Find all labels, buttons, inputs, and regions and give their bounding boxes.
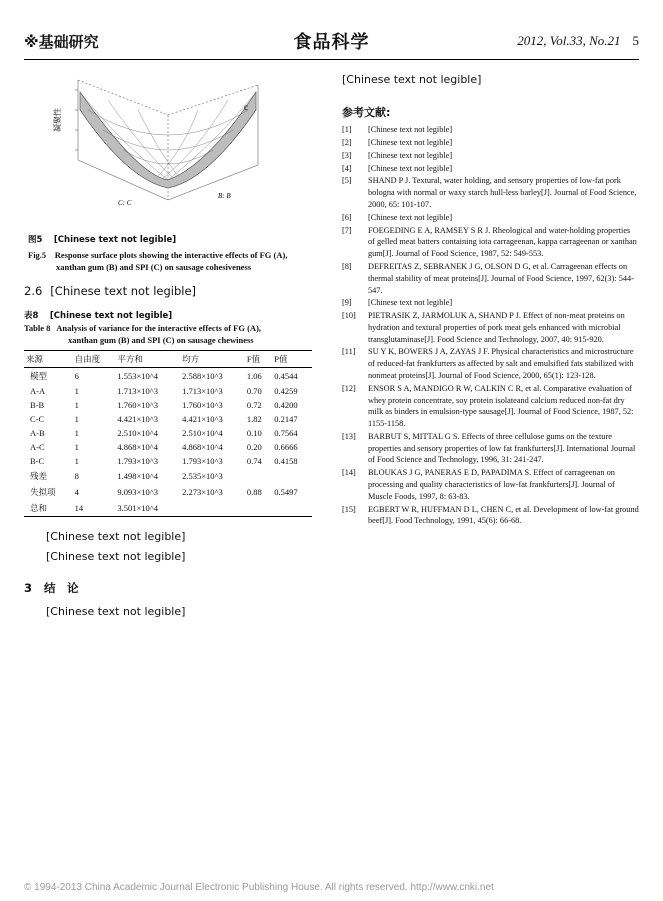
reference-number: [8] bbox=[342, 261, 352, 271]
table-cell: 0.70 bbox=[246, 386, 262, 396]
reference-item bbox=[342, 124, 639, 136]
response-surface-plot bbox=[48, 70, 278, 220]
table-header-cell: 来源 bbox=[24, 351, 73, 368]
table-cell: 1.793×10^3 bbox=[117, 456, 159, 466]
table-cell: 0.74 bbox=[246, 456, 262, 466]
table-cell: 8 bbox=[74, 471, 79, 481]
c-axis-label: C: C bbox=[118, 199, 132, 207]
reference-number: [3] bbox=[342, 150, 352, 160]
reference-item bbox=[342, 467, 639, 502]
reference-text: PIETRASIK Z, JARMOLUK A, SHAND P J. Effect of non-meat proteins on hydration and textural properties of pork meat gels enhanced with microbial transglutaminase[J]. Food Science and Technology, 2007, 40: 915-920. bbox=[368, 311, 625, 344]
table-cell: 0.4259 bbox=[274, 386, 298, 396]
reference-text: EGBERT W R, HUFFMAN D L, CHEN C, et al. Development of low-fat ground beef[J]. Food Technology, 1991, 45(6): 66-68. bbox=[368, 504, 639, 526]
anova-table bbox=[24, 350, 312, 517]
left-column bbox=[24, 70, 312, 871]
table-cell: 1.713×10^3 bbox=[182, 386, 223, 396]
table-cell: 1 bbox=[74, 456, 79, 466]
references-title: 参考文献: bbox=[342, 106, 391, 120]
table-caption-cn: 表8 [Chinese text not legible] bbox=[24, 311, 173, 322]
paragraph: [Chinese text not legible] bbox=[46, 604, 186, 618]
reference-text: [Chinese text not legible] bbox=[368, 138, 453, 148]
table-cell: B-B bbox=[30, 400, 45, 410]
reference-number: [10] bbox=[342, 311, 356, 321]
page-header bbox=[24, 28, 639, 60]
reference-item bbox=[342, 225, 639, 260]
table-cell: 4.421×10^3 bbox=[182, 414, 223, 424]
table-row bbox=[24, 500, 312, 517]
table-row bbox=[24, 426, 312, 440]
table-cell: 4.868×10^4 bbox=[117, 442, 159, 452]
table-cell: A-C bbox=[30, 442, 45, 452]
reference-number: [7] bbox=[342, 225, 352, 235]
table-row bbox=[24, 454, 312, 468]
table-cell: 14 bbox=[73, 500, 116, 517]
reference-number: [15] bbox=[342, 504, 356, 514]
table-cell: 0.7564 bbox=[274, 428, 298, 438]
table-cell: 总和 bbox=[24, 500, 73, 517]
table-cell: 4 bbox=[74, 487, 79, 497]
table-cell: 4.868×10^4 bbox=[182, 442, 223, 452]
table-cell bbox=[272, 500, 312, 517]
reference-text: [Chinese text not legible] bbox=[368, 150, 453, 160]
journal-title: 食品科学 bbox=[293, 32, 370, 53]
table-cell: 4.421×10^3 bbox=[117, 414, 159, 424]
reference-text: [Chinese text not legible] bbox=[368, 163, 453, 173]
paragraph: [Chinese text not legible] bbox=[342, 73, 482, 86]
table-cell: 9.093×10^3 bbox=[117, 487, 159, 497]
reference-number: [4] bbox=[342, 163, 352, 173]
reference-item bbox=[342, 137, 639, 149]
right-column bbox=[342, 70, 639, 871]
right-body-text bbox=[342, 70, 639, 90]
reference-text: DEFREITAS Z, SEBRANEK J G, OLSON D G, et al. Carrageenan effects on thermal stability of meat proteins[J]. Journal of Food Science, 1997, 62(3): 544-547. bbox=[368, 261, 634, 295]
reference-item bbox=[342, 163, 639, 175]
table-header-cell: P值 bbox=[272, 351, 312, 368]
table-row bbox=[24, 484, 312, 500]
page-number: 5 bbox=[632, 33, 639, 48]
table-cell: 1.713×10^3 bbox=[117, 386, 159, 396]
b-axis-label: B: B bbox=[218, 192, 231, 200]
table-row bbox=[24, 368, 312, 385]
references-list bbox=[342, 124, 639, 527]
reference-text: BARBUT S, MITTAL G S. Effects of three cellulose gums on the texture properties and sensory properties of low fat frankfurters[J]. International Journal of Food Science and Technology, 1996, 31: 241-247. bbox=[368, 431, 636, 465]
reference-number: [11] bbox=[342, 347, 356, 357]
table-cell: 残差 bbox=[30, 471, 48, 481]
table-cell: 2.273×10^3 bbox=[182, 487, 223, 497]
reference-item bbox=[342, 297, 639, 309]
table-cell: 1 bbox=[74, 400, 79, 410]
reference-number: [9] bbox=[342, 298, 352, 308]
table-row bbox=[24, 398, 312, 412]
table-cell: 1.82 bbox=[246, 414, 262, 424]
reference-text: [Chinese text not legible] bbox=[368, 125, 453, 135]
reference-item bbox=[342, 175, 639, 210]
reference-text: [Chinese text not legible] bbox=[368, 212, 453, 222]
reference-item bbox=[342, 504, 639, 528]
table-cell: A-B bbox=[30, 428, 45, 438]
table-cell: 模型 bbox=[30, 371, 48, 381]
z-axis-label: 凝聚性 bbox=[53, 108, 62, 132]
table-cell: 0.88 bbox=[246, 487, 262, 497]
figure-caption-en: Fig.5 Response surface plots showing the interactive effects of FG (A), xanthan gum (B) and SPI (C) on sausage cohesiveness bbox=[28, 250, 288, 272]
reference-text: FOEGEDING E A, RAMSEY S R J. Rheological and water-holding properties of gelled meat batters containing iota carrageenan, kappa carrageenan or xanthan gum[J]. Journal of Food Science, 1987, 52: 549-553. bbox=[368, 225, 637, 259]
reference-text: SHAND P J. Textural, water holding, and sensory properties of low-fat pork bologna with normal or waxy starch hull-less barley[J]. Journal of Food Science, 2000, 65: 101-107. bbox=[368, 176, 637, 210]
reference-text: BLOUKAS J G, PANERAS E D, PAPADIMA S. Effect of carrageenan on processing and quality characteristics of low-fat frankfurters[J]. Journal of Muscle Foods, 1997, 8: 63-83. bbox=[368, 468, 615, 501]
table-cell: 1.793×10^3 bbox=[182, 456, 223, 466]
reference-number: [6] bbox=[342, 212, 352, 222]
figure-5 bbox=[24, 70, 312, 230]
section-3-heading: 3 结 论 bbox=[24, 580, 79, 595]
left-body-text bbox=[24, 527, 312, 568]
table-cell: 1.760×10^3 bbox=[117, 400, 159, 410]
table-cell: 1.498×10^4 bbox=[117, 471, 159, 481]
table-cell bbox=[245, 500, 272, 517]
table-cell: 0.72 bbox=[246, 400, 262, 410]
table-cell: 0.5497 bbox=[274, 487, 298, 497]
table-cell: 0.6666 bbox=[274, 442, 298, 452]
reference-number: [1] bbox=[342, 125, 352, 135]
table-cell: 1 bbox=[74, 386, 79, 396]
conclusion-text bbox=[24, 602, 312, 622]
reference-number: [5] bbox=[342, 176, 352, 186]
table-cell: 1 bbox=[74, 428, 79, 438]
reference-item bbox=[342, 346, 639, 381]
reference-text: ENSOR S A, MANDIGO R W, CALKIN C R, et al. Comparative evaluation of whey protein concentrate, soy protein isolateand calcium reduced non-fat dry milk as binders in emulsion-type sausage[J]. Journal of Food Science, 1987, 52: 1155-1158. bbox=[368, 383, 634, 429]
reference-item bbox=[342, 383, 639, 430]
table-cell: 0.4200 bbox=[274, 400, 298, 410]
reference-item bbox=[342, 212, 639, 224]
reference-item bbox=[342, 150, 639, 162]
table-cell: 2.510×10^4 bbox=[117, 428, 159, 438]
table-row bbox=[24, 412, 312, 426]
reference-number: [13] bbox=[342, 431, 356, 441]
issue-info bbox=[517, 33, 639, 49]
volume-issue: 2012, Vol.33, No.21 bbox=[517, 33, 621, 48]
table-header-cell: F值 bbox=[245, 351, 272, 368]
table-cell: 1 bbox=[74, 442, 79, 452]
table-cell bbox=[180, 500, 245, 517]
table-cell: 0.4158 bbox=[274, 456, 298, 466]
reference-item bbox=[342, 261, 639, 296]
table-header-cell: 均方 bbox=[180, 351, 245, 368]
table-cell: 1.760×10^3 bbox=[182, 400, 223, 410]
table-cell: 1.553×10^4 bbox=[117, 371, 159, 381]
table-cell: A-A bbox=[30, 386, 46, 396]
point-label: c bbox=[244, 102, 248, 112]
table-cell: B-C bbox=[30, 456, 45, 466]
table-cell: 2.588×10^3 bbox=[182, 371, 223, 381]
table-row bbox=[24, 440, 312, 454]
table-cell: 2.535×10^3 bbox=[182, 471, 223, 481]
paragraph: [Chinese text not legible] bbox=[46, 550, 186, 564]
copyright-footer: © 1994-2013 China Academic Journal Electronic Publishing House. All rights reserved. http://www.cnki.net bbox=[24, 882, 494, 893]
paragraph: [Chinese text not legible] bbox=[46, 530, 186, 543]
reference-number: [2] bbox=[342, 138, 352, 148]
table-header-cell: 自由度 bbox=[73, 351, 116, 368]
table-cell: 6 bbox=[74, 371, 79, 381]
table-row bbox=[24, 468, 312, 484]
table-cell: C-C bbox=[30, 414, 45, 424]
reference-text: SU Y K, BOWERS J A, ZAYAS J F. Physical characteristics and microstructure of reduced-fat frankfurters as affected by salt and emulsified fats stabilized with nonmeat proteins[J]. Journal of Food Science, 2000, 65(1): 123-128. bbox=[368, 347, 634, 380]
table-cell: 0.20 bbox=[246, 442, 262, 452]
reference-text: [Chinese text not legible] bbox=[368, 298, 453, 308]
table-cell: 0.10 bbox=[246, 428, 262, 438]
table-cell: 失拟项 bbox=[30, 487, 56, 497]
table-cell: 0.4544 bbox=[274, 371, 298, 381]
table-cell bbox=[272, 468, 312, 484]
table-cell: 1.06 bbox=[246, 371, 262, 381]
table-cell: 3.501×10^4 bbox=[115, 500, 180, 517]
table-cell: 0.2147 bbox=[274, 414, 298, 424]
table-cell: 2.510×10^4 bbox=[182, 428, 223, 438]
table-caption-en: Table 8 Analysis of variance for the interactive effects of FG (A), xanthan gum (B) and SPI (C) on sausage chewiness bbox=[24, 323, 262, 345]
table-header-cell: 平方和 bbox=[115, 351, 180, 368]
section-tag: ※基础研究 bbox=[24, 33, 99, 51]
reference-item bbox=[342, 310, 639, 345]
section-2-6-heading: 2.6 [Chinese text not legible] bbox=[24, 284, 197, 299]
reference-item bbox=[342, 431, 639, 466]
figure-caption-cn: 图5 [Chinese text not legible] bbox=[28, 235, 177, 245]
table-row bbox=[24, 384, 312, 398]
table-cell bbox=[245, 468, 272, 484]
reference-number: [12] bbox=[342, 383, 356, 393]
table-cell: 1 bbox=[74, 414, 79, 424]
reference-number: [14] bbox=[342, 468, 356, 478]
